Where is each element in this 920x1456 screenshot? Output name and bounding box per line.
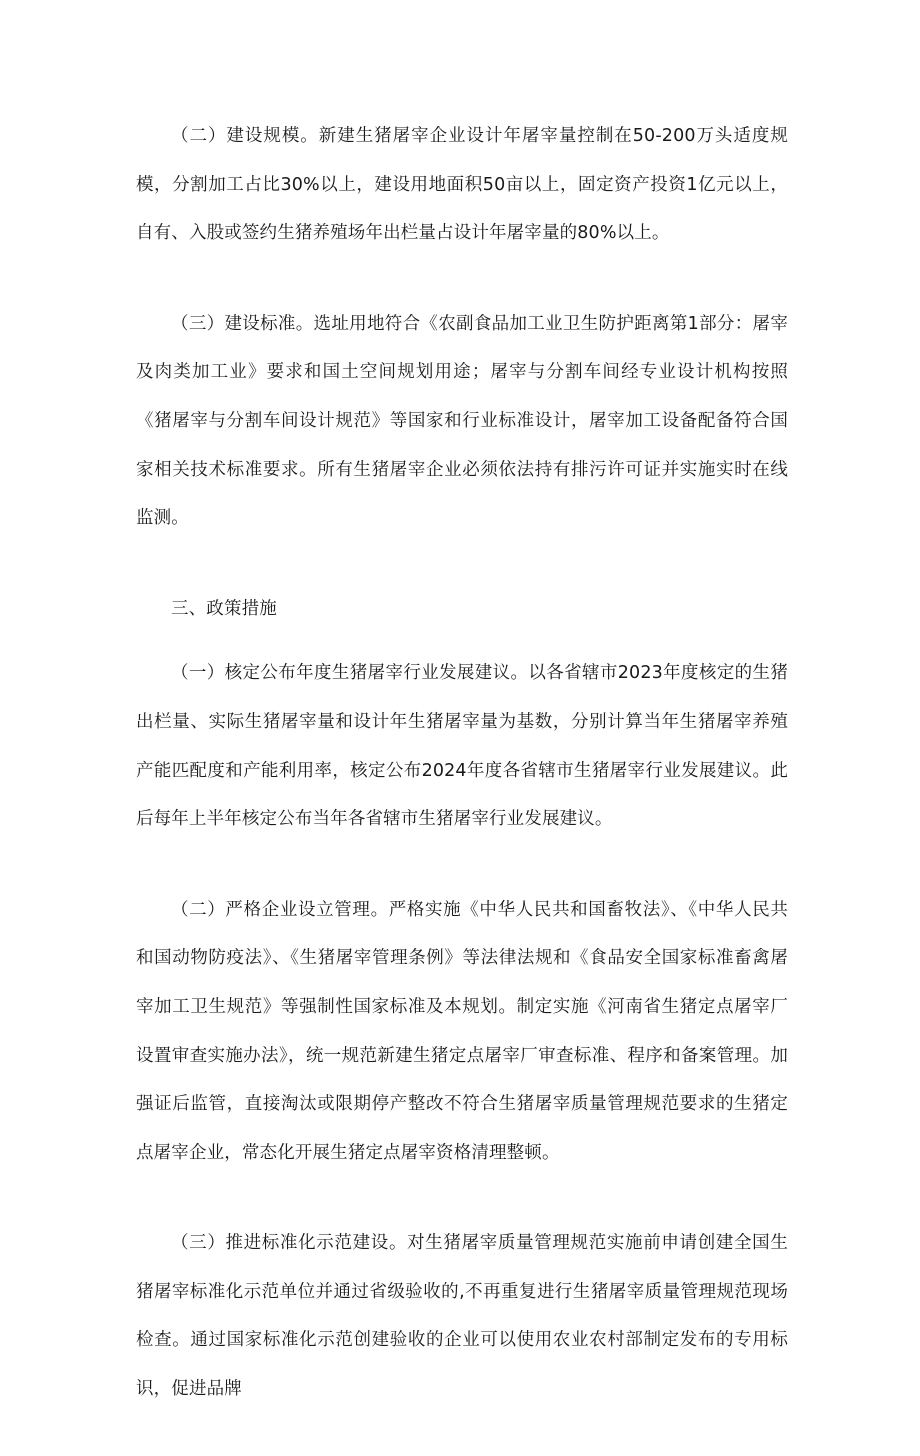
paragraph-policy-enterprise-management: （二）严格企业设立管理。严格实施《中华人民共和国畜牧法》、《中华人民共和国动物防疫法》、《生猪屠宰管理条例》等法律法规和《食品安全国家标准畜禽屠宰加工卫生规范》等强制性国家标准及本规划。制定实施《河南省生猪定点屠宰厂设置审查实施办法》，统一规范新建生猪定点屠宰厂审查标准、程序和备案管理。加强证后监管，直接淘汰或限期停产整改不符合生猪屠宰质量管理规范要求的生猪定点屠宰企业，常态化开展生猪定点屠宰资格清理整顿。 [136, 899, 788, 1163]
paragraph-construction-scale: （二）建设规模。新建生猪屠宰企业设计年屠宰量控制在50-200万头适度规模，分割加工占比30%以上，建设用地面积50亩以上，固定资产投资1亿元以上，自有、入股或签约生猪养殖场年出栏量占设计年屠宰量的80%以上。 [136, 126, 788, 244]
paragraph-construction-standard: （三）建设标准。选址用地符合《农副食品加工业卫生防护距离第1部分：屠宰及肉类加工业》要求和国土空间规划用途；屠宰与分割车间经专业设计机构按照《猪屠宰与分割车间设计规范》等国家和行业标准设计，屠宰加工设备配备符合国家相关技术标准要求。所有生猪屠宰企业必须依法持有排污许可证并实施实时在线监测。 [136, 313, 788, 529]
paragraph-policy-development-advice: （一）核定公布年度生猪屠宰行业发展建议。以各省辖市2023年度核定的生猪出栏量、实际生猪屠宰量和设计年生猪屠宰量为基数，分别计算当年生猪屠宰养殖产能匹配度和产能利用率，核定公布2024年度各省辖市生猪屠宰行业发展建议。此后每年上半年核定公布当年各省辖市生猪屠宰行业发展建议。 [136, 663, 788, 830]
section-heading-policy-measures: 三、政策措施 [171, 598, 277, 619]
document-body [136, 112, 788, 1456]
paragraph-policy-standardization: （三）推进标准化示范建设。对生猪屠宰质量管理规范实施前申请创建全国生猪屠宰标准化示范单位并通过省级验收的,不再重复进行生猪屠宰质量管理规范现场检查。通过国家标准化示范创建验收的企业可以使用农业农村部制定发布的专用标识，促进品牌 [136, 1233, 788, 1400]
